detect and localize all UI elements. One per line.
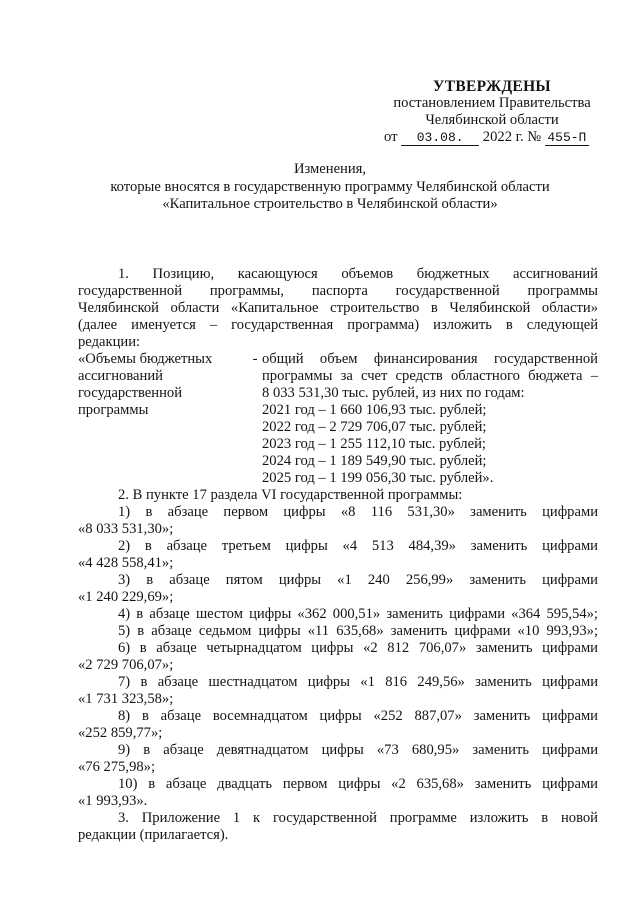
passport-value-line: 2021 год – 1 660 106,93 тыс. рублей; (262, 402, 487, 418)
item-1 (78, 266, 598, 351)
text-line: 3) в абзаце пятом цифры «1 240 256,99» заменить цифрами (118, 572, 598, 588)
passport-value-line: общий объем финансирования государственной (262, 351, 598, 367)
text-line: 10) в абзаце двадцать первом цифры «2 635,68» заменить цифрами (118, 776, 598, 792)
text-line: 2. В пункте 17 раздела VI государственной программы: (118, 487, 463, 503)
item-2 (78, 487, 598, 810)
text-line: «76 275,98»; (78, 759, 156, 775)
text-line: (далее именуется – государственная программа) изложить в следующей (78, 317, 598, 333)
text-line: «2 729 706,07»; (78, 657, 174, 673)
passport-value-line: 2022 год – 2 729 706,07 тыс. рублей; (262, 419, 487, 435)
approval-date: 03.08. (401, 131, 479, 146)
approval-stamp (372, 78, 612, 146)
heading-line: Изменения, (293, 161, 367, 177)
text-line: «1 731 323,58»; (78, 691, 174, 707)
text-line: 1. Позицию, касающуюся объемов бюджетных ассигнований (118, 266, 598, 282)
text-line: 1) в абзаце первом цифры «8 116 531,30» заменить цифрами (118, 504, 598, 520)
text-line: 6) в абзаце четырнадцатом цифры «2 812 706,07» заменить цифрами (118, 640, 598, 656)
text-line: 9) в абзаце девятнадцатом цифры «73 680,95» заменить цифрами (118, 742, 598, 758)
text-line: 4) в абзаце шестом цифры «362 000,51» заменить цифрами «364 595,54»; (118, 606, 598, 622)
text-line: «252 859,77»; (78, 725, 163, 741)
passport-label-line: программы (78, 402, 149, 418)
text-line: 8) в абзаце восемнадцатом цифры «252 887,07» заменить цифрами (118, 708, 598, 724)
passport-label-line: государственной (78, 385, 183, 401)
passport-value-line: программы за счет средств областного бюджета – (262, 368, 598, 384)
text-line: 3. Приложение 1 к государственной программе изложить в новой (118, 810, 598, 826)
passport-value (262, 351, 598, 487)
passport-label-line: «Объемы бюджетных (78, 351, 213, 367)
approval-prefix: от (384, 129, 398, 145)
passport-label (78, 351, 248, 487)
passport-value-line: 2023 год – 1 255 112,10 тыс. рублей; (262, 436, 486, 452)
passport-label-line: ассигнований (78, 368, 163, 384)
text-line: Челябинской области «Капитальное строительство в Челябинской области» (78, 300, 598, 316)
document-body (78, 266, 598, 844)
heading-line: «Капитальное строительство в Челябинской области» (162, 196, 498, 212)
passport-dash: - (252, 351, 258, 367)
approval-year: 2022 г. № (482, 129, 542, 145)
passport-block (78, 351, 598, 487)
passport-value-line: 2025 год – 1 199 056,30 тыс. рублей». (262, 470, 494, 486)
text-line: государственной программы, паспорта государственной программы (78, 283, 598, 299)
heading-line: которые вносятся в государственную программу Челябинской области (110, 178, 550, 195)
text-line: 5) в абзаце седьмом цифры «11 635,68» заменить цифрами «10 993,93»; (118, 623, 598, 639)
text-line: редакции (прилагается). (78, 827, 229, 843)
text-line: «8 033 531,30»; (78, 521, 174, 537)
text-line: «1 240 229,69»; (78, 589, 174, 605)
item-3 (78, 810, 598, 844)
text-line: «4 428 558,41»; (78, 555, 174, 571)
text-line: 2) в абзаце третьем цифры «4 513 484,39» заменить цифрами (118, 538, 598, 554)
approval-line: Челябинской области (425, 112, 559, 128)
passport-value-line: 8 033 531,30 тыс. рублей, из них по годам: (262, 385, 525, 401)
approval-date-line (372, 129, 612, 146)
document-heading (60, 161, 600, 214)
passport-value-line: 2024 год – 1 189 549,90 тыс. рублей; (262, 453, 487, 469)
text-line: «1 993,93». (78, 793, 148, 809)
text-line: редакции: (78, 334, 141, 350)
approval-number: 455-П (545, 131, 589, 146)
approval-line: постановлением Правительства (393, 95, 591, 111)
approval-title: УТВЕРЖДЕНЫ (433, 78, 551, 95)
text-line: 7) в абзаце шестнадцатом цифры «1 816 249,56» заменить цифрами (118, 674, 598, 690)
